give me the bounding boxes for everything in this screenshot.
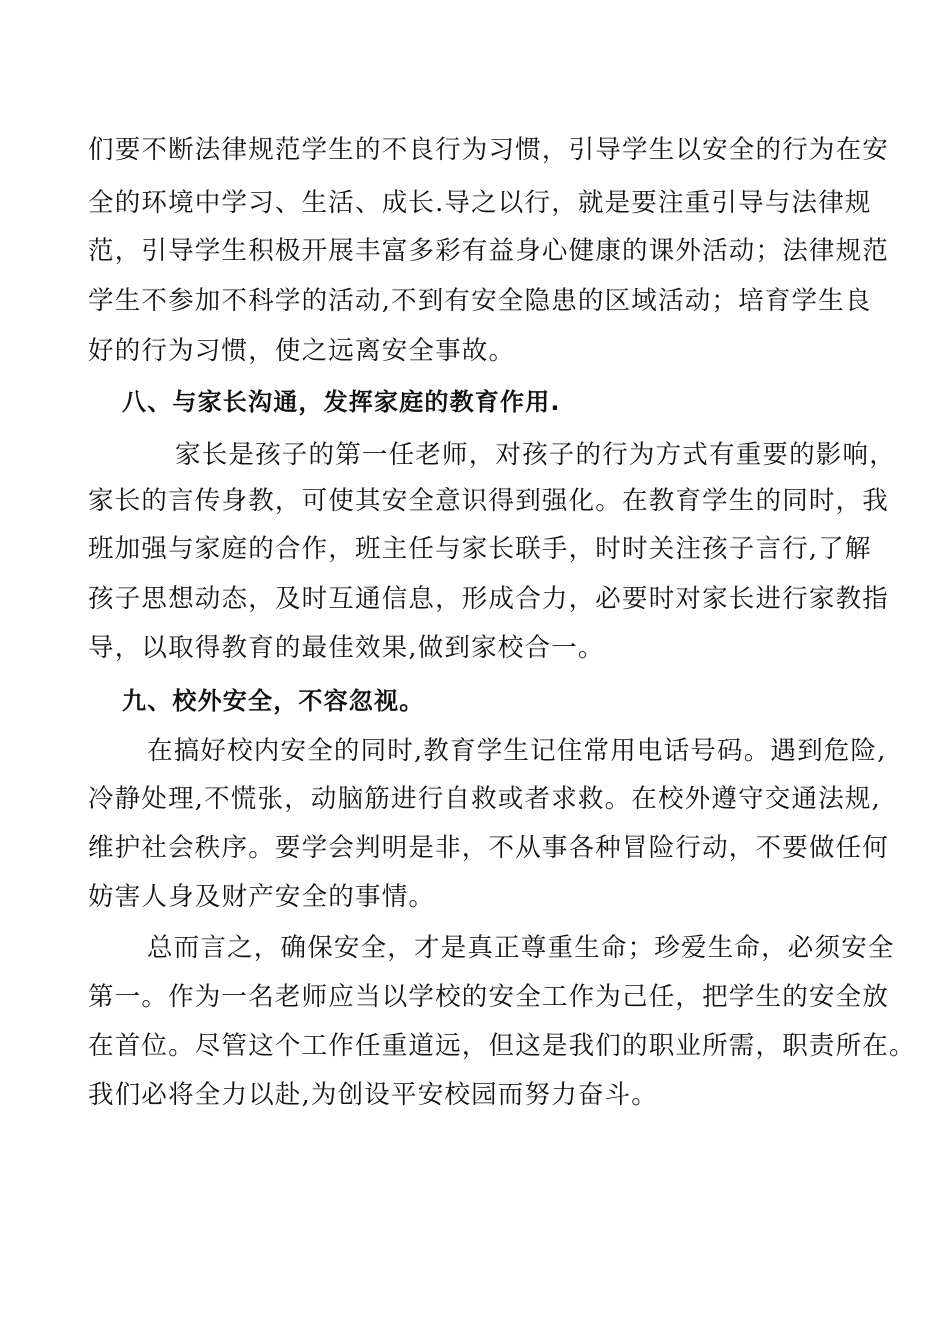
paragraph-first-line: 总而言之，确保安全，才是真正尊重生命；珍爱生命，必须安全 xyxy=(147,933,895,963)
paragraph-first-line: 家长是孩子的第一任老师，对孩子的行为方式有重要的影响， xyxy=(175,440,896,470)
text-line: 范，引导学生积极开展丰富多彩有益身心健康的课外活动；法律规范 xyxy=(88,236,890,266)
text-line: 好的行为习惯，使之远离安全事故。 xyxy=(88,336,516,366)
text-line: 我们必将全力以赴,为创设平安校园而努力奋斗。 xyxy=(88,1080,659,1110)
section-heading-9: 九、校外安全，不容忽视。 xyxy=(122,687,425,715)
section-heading-8: 八、与家长沟通，发挥家庭的教育作用. xyxy=(122,388,561,416)
text-line: 全的环境中学习、生活、成长.导之以行，就是要注重引导与法律规 xyxy=(88,188,872,218)
paragraph-first-line: 在搞好校内安全的同时,教育学生记住常用电话号码。遇到危险, xyxy=(147,736,887,766)
text-line: 导，以取得教育的最佳效果,做到家校合一。 xyxy=(88,633,605,663)
text-line: 们要不断法律规范学生的不良行为习惯，引导学生以安全的行为在安 xyxy=(88,135,890,165)
text-line: 孩子思想动态，及时互通信息，形成合力，必要时对家长进行家教指 xyxy=(88,584,890,614)
text-line: 学生不参加不科学的活动,不到有安全隐患的区域活动；培育学生良 xyxy=(88,286,872,316)
text-line: 维护社会秩序。要学会判明是非，不从事各种冒险行动，不要做任何 xyxy=(88,833,890,863)
text-line: 在首位。尽管这个工作任重道远，但这是我们的职业所需，职责所在。 xyxy=(88,1031,916,1061)
text-line: 班加强与家庭的合作，班主任与家长联手，时时关注孩子言行,了解 xyxy=(88,534,872,564)
text-line: 家长的言传身教，可使其安全意识得到强化。在教育学生的同时，我 xyxy=(88,486,890,516)
text-line: 第一。作为一名老师应当以学校的安全工作为己任，把学生的安全放 xyxy=(88,982,890,1012)
text-line: 冷静处理,不慌张，动脑筋进行自救或者求救。在校外遵守交通法规, xyxy=(88,784,881,814)
text-line: 妨害人身及财产安全的事情。 xyxy=(88,882,436,912)
